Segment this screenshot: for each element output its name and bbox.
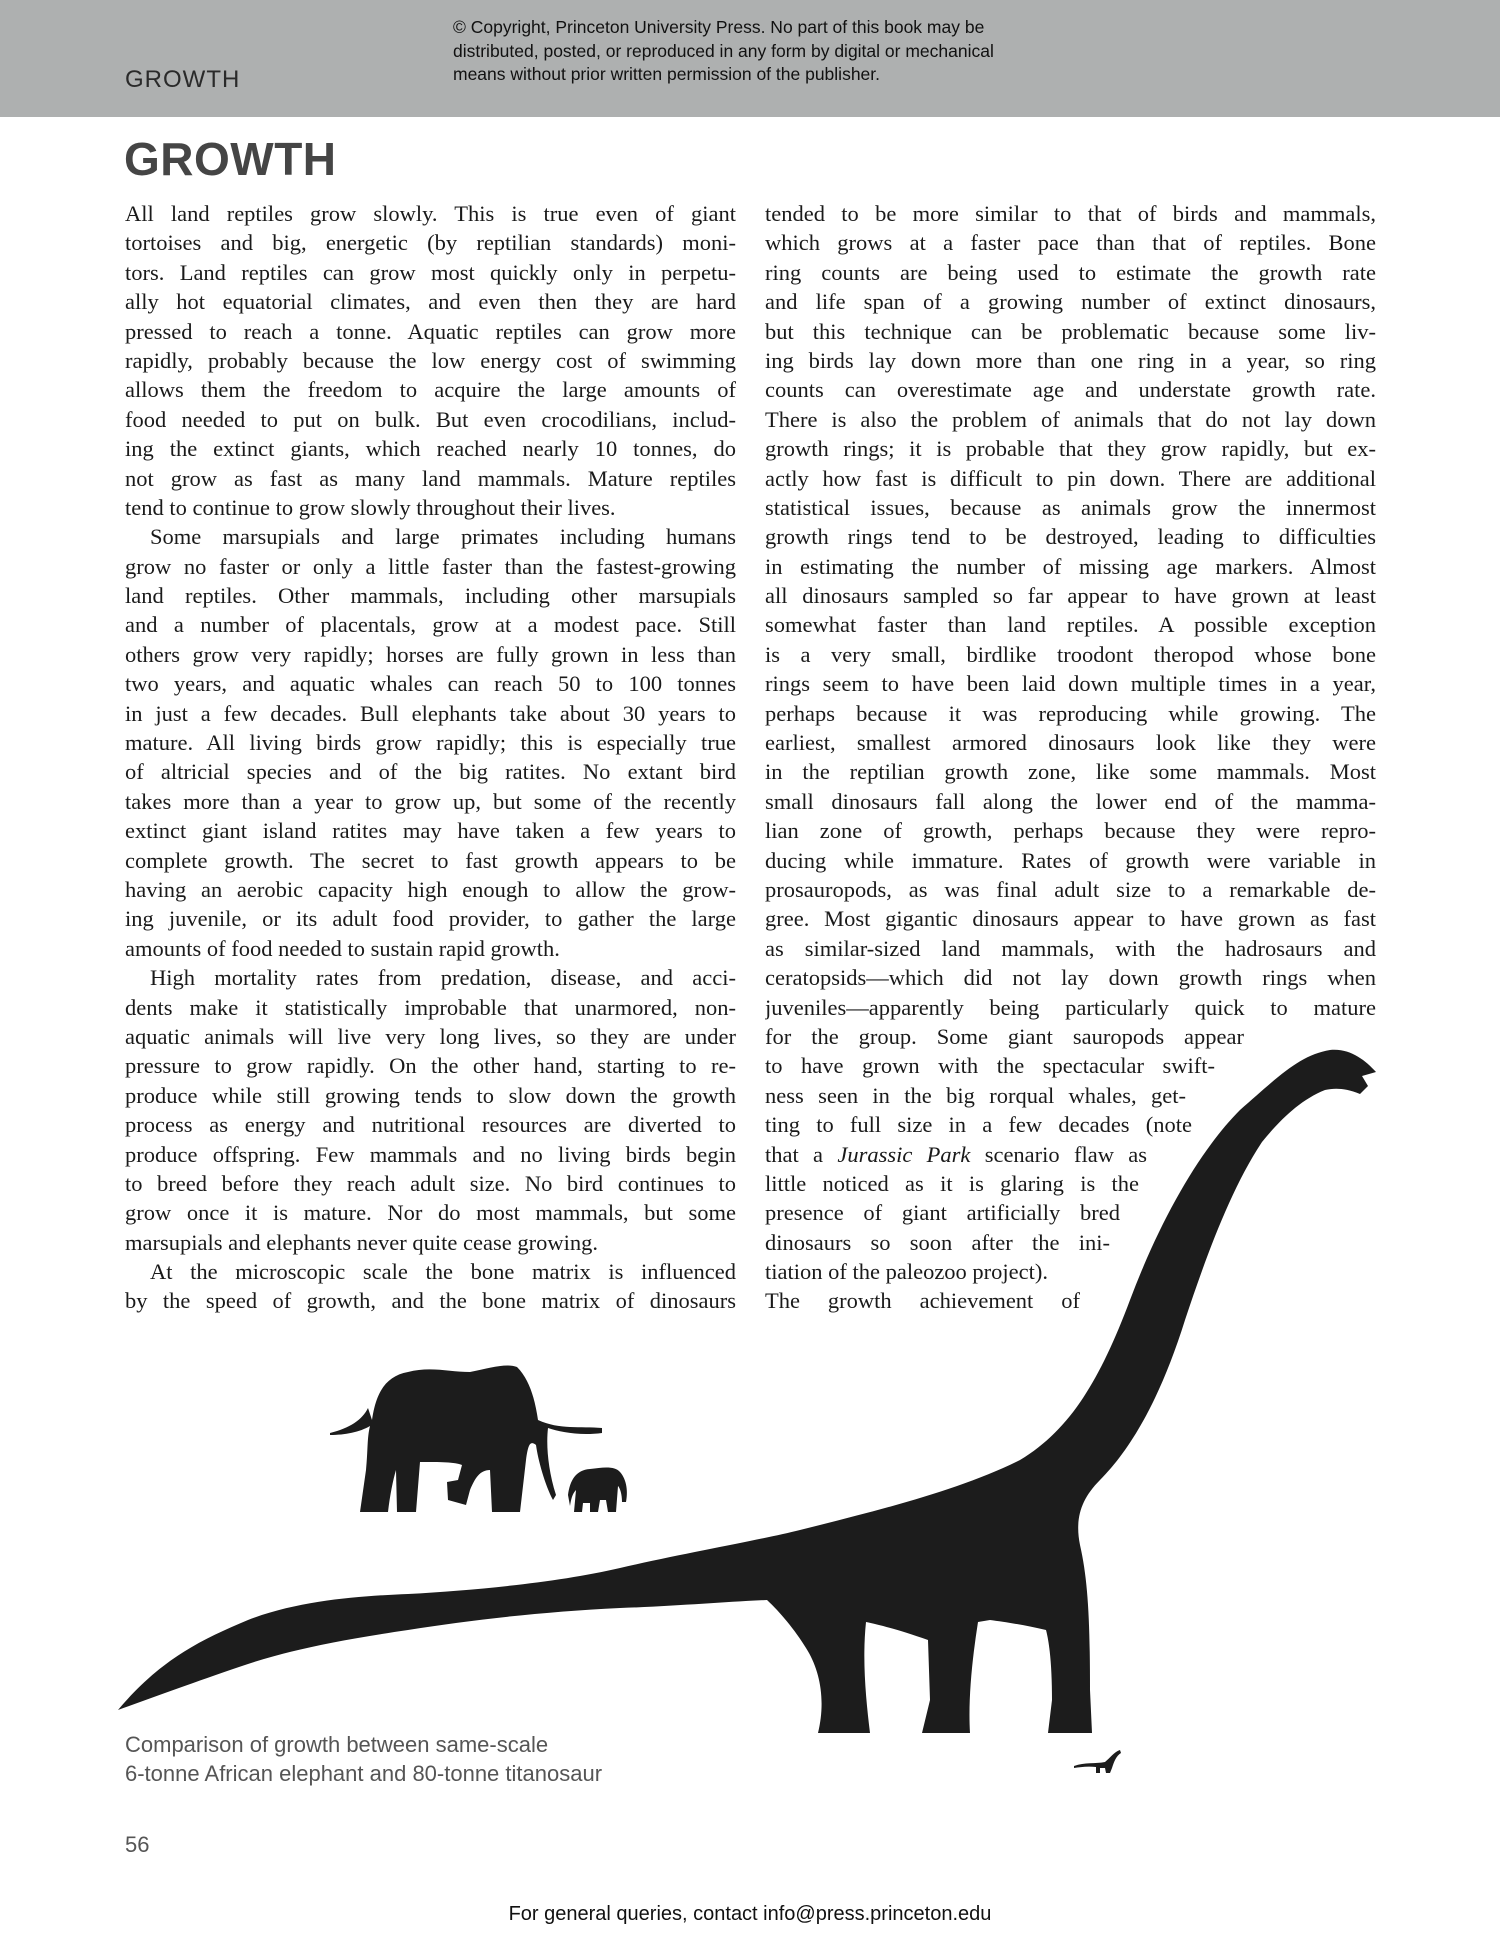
text-line: takes more than a year to grow up, but some of the recently	[125, 788, 736, 814]
text-line: which grows at a faster pace than that of reptiles. Bone	[765, 230, 1376, 256]
page-title: GROWTH	[124, 133, 337, 185]
copyright-line: © Copyright, Princeton University Press. No part of this book may be	[453, 17, 985, 37]
text-line: High mortality rates from predation, disease, and acci-	[150, 965, 736, 991]
text-line: little noticed as it is glaring is the	[765, 1170, 1139, 1196]
text-line: aquatic animals will live very long lives, so they are under	[125, 1023, 736, 1049]
text-line: extinct giant island ratites may have taken a few years to	[125, 818, 736, 844]
text-line: but this technique can be problematic because some liv-	[765, 318, 1376, 344]
text-line: The growth achievement of	[765, 1288, 1080, 1314]
caption-line: 6-tonne African elephant and 80-tonne titanosaur	[125, 1761, 603, 1786]
text-line: tiation of the paleozoo project).	[765, 1259, 1049, 1285]
running-head: GROWTH	[125, 66, 241, 93]
text-line: is a very small, birdlike troodont theropod whose bone	[765, 641, 1376, 667]
copyright-line: means without prior written permission of the publisher.	[453, 64, 881, 84]
text-line: ing the extinct giants, which reached nearly 10 tonnes, do	[125, 436, 736, 462]
footer-contact: For general queries, contact info@press.princeton.edu	[508, 1903, 992, 1925]
text-line: and life span of a growing number of extinct dinosaurs,	[765, 289, 1376, 315]
text-line: tortoises and big, energetic (by reptilian standards) moni-	[125, 230, 736, 256]
text-line: grow no faster or only a little faster than the fastest-growing	[125, 553, 736, 579]
text-line: small dinosaurs fall along the lower end of the mamma-	[765, 788, 1376, 814]
text-line: produce offspring. Few mammals and no living birds begin	[125, 1141, 736, 1167]
text-line: somewhat faster than land reptiles. A possible exception	[765, 612, 1376, 638]
text-line: rings seem to have been laid down multiple times in a year,	[765, 671, 1376, 697]
text-line: tended to be more similar to that of birds and mammals,	[765, 201, 1376, 226]
text-line: growth rings tend to be destroyed, leading to difficulties	[765, 524, 1376, 550]
text-line: complete growth. The secret to fast growth appears to be	[125, 847, 736, 873]
text-line: Some marsupials and large primates including humans	[150, 524, 736, 550]
text-line: food needed to put on bulk. But even crocodilians, includ-	[125, 406, 736, 432]
text-line: ness seen in the big rorqual whales, get-	[765, 1082, 1186, 1108]
baby-elephant-silhouette	[568, 1467, 627, 1512]
text-line: mature. All living birds grow rapidly; this is especially true	[125, 730, 736, 756]
text-line: land reptiles. Other mammals, including other marsupials	[125, 583, 736, 609]
adult-elephant-silhouette	[330, 1366, 602, 1512]
text-line: lian zone of growth, perhaps because they were repro-	[765, 818, 1376, 844]
text-line: prosauropods, as was final adult size to a remarkable de-	[765, 876, 1376, 902]
text-line: There is also the problem of animals that do not lay down	[765, 406, 1376, 432]
text-line: produce while still growing tends to slow down the growth	[125, 1082, 736, 1108]
text-line: counts can overestimate age and understate growth rate.	[765, 377, 1376, 403]
text-line: pressure to grow rapidly. On the other hand, starting to re-	[125, 1053, 736, 1079]
text-line: ting to full size in a few decades (note	[765, 1112, 1192, 1138]
tiny-human-scale-silhouette	[1074, 1750, 1121, 1773]
text-line: All land reptiles grow slowly. This is true even of giant	[125, 201, 736, 226]
text-line: dinosaurs so soon after the ini-	[765, 1229, 1110, 1255]
text-line: growth rings; it is probable that they grow rapidly, but ex-	[765, 436, 1376, 462]
text-line: to have grown with the spectacular swift-	[765, 1053, 1215, 1079]
caption-line: Comparison of growth between same-scale	[125, 1732, 549, 1757]
text-line: as similar-sized land mammals, with the hadrosaurs and	[765, 935, 1376, 961]
text-line: pressed to reach a tonne. Aquatic reptiles can grow more	[125, 318, 736, 344]
text-line: in just a few decades. Bull elephants take about 30 years to	[125, 700, 736, 726]
text-line: amounts of food needed to sustain rapid growth.	[125, 935, 560, 961]
text-line: to breed before they reach adult size. No bird continues to	[125, 1170, 736, 1196]
text-line: two years, and aquatic whales can reach 50 to 100 tonnes	[125, 671, 736, 697]
text-fragment: scenario flaw as	[970, 1141, 1147, 1167]
text-line: dents make it statistically improbable that unarmored, non-	[125, 994, 736, 1020]
text-line: in estimating the number of missing age markers. Almost	[765, 553, 1376, 579]
text-line: ring counts are being used to estimate the growth rate	[765, 259, 1376, 285]
text-line: ing juvenile, or its adult food provider, to gather the large	[125, 906, 736, 932]
text-line: marsupials and elephants never quite cease growing.	[125, 1229, 598, 1255]
italic-title: Jurassic Park	[837, 1141, 971, 1167]
text-line: of altricial species and of the big ratites. No extant bird	[125, 759, 736, 785]
text-line: At the microscopic scale the bone matrix is influenced	[150, 1259, 736, 1285]
page-number: 56	[125, 1832, 150, 1857]
text-line: all dinosaurs sampled so far appear to have grown at least	[765, 583, 1376, 609]
text-line: actly how fast is difficult to pin down. There are additional	[765, 465, 1376, 491]
text-line: ceratopsids—which did not lay down growth rings when	[765, 965, 1376, 991]
text-line: in the reptilian growth zone, like some mammals. Most	[765, 759, 1376, 785]
text-line: ally hot equatorial climates, and even then they are hard	[125, 289, 736, 315]
text-line: earliest, smallest armored dinosaurs look like they were	[765, 730, 1376, 756]
text-line: process as energy and nutritional resources are diverted to	[125, 1112, 736, 1138]
text-line: not grow as fast as many land mammals. Mature reptiles	[125, 465, 736, 491]
text-line: by the speed of growth, and the bone matrix of dinosaurs	[125, 1288, 736, 1314]
text-line: ing birds lay down more than one ring in a year, so ring	[765, 347, 1376, 373]
text-line: gree. Most gigantic dinosaurs appear to have grown as fast	[765, 906, 1376, 932]
text-line: and a number of placentals, grow at a modest pace. Still	[125, 612, 736, 638]
text-line: tend to continue to grow slowly throughout their lives.	[125, 494, 616, 520]
text-line: tors. Land reptiles can grow most quickly only in perpetu-	[125, 259, 736, 285]
text-line: statistical issues, because as animals grow the innermost	[765, 494, 1376, 520]
text-fragment: that a	[765, 1141, 838, 1167]
figure-caption	[125, 1730, 602, 1788]
text-line: others grow very rapidly; horses are fully grown in less than	[125, 641, 736, 667]
text-line: for the group. Some giant sauropods appear	[765, 1023, 1244, 1049]
copyright-line: distributed, posted, or reproduced in any form by digital or mechanical	[453, 40, 994, 61]
text-line: allows them the freedom to acquire the large amounts of	[125, 377, 736, 403]
titanosaur-silhouette	[118, 1050, 1376, 1733]
text-line: ducing while immature. Rates of growth were variable in	[765, 847, 1376, 873]
text-line: juveniles—apparently being particularly quick to mature	[765, 994, 1376, 1020]
text-line: perhaps because it was reproducing while growing. The	[765, 700, 1376, 726]
text-line: grow once it is mature. Nor do most mammals, but some	[125, 1200, 736, 1226]
text-line: presence of giant artificially bred	[765, 1200, 1120, 1226]
text-line: rapidly, probably because the low energy cost of swimming	[125, 347, 736, 373]
text-line: having an aerobic capacity high enough to allow the grow-	[125, 876, 736, 902]
